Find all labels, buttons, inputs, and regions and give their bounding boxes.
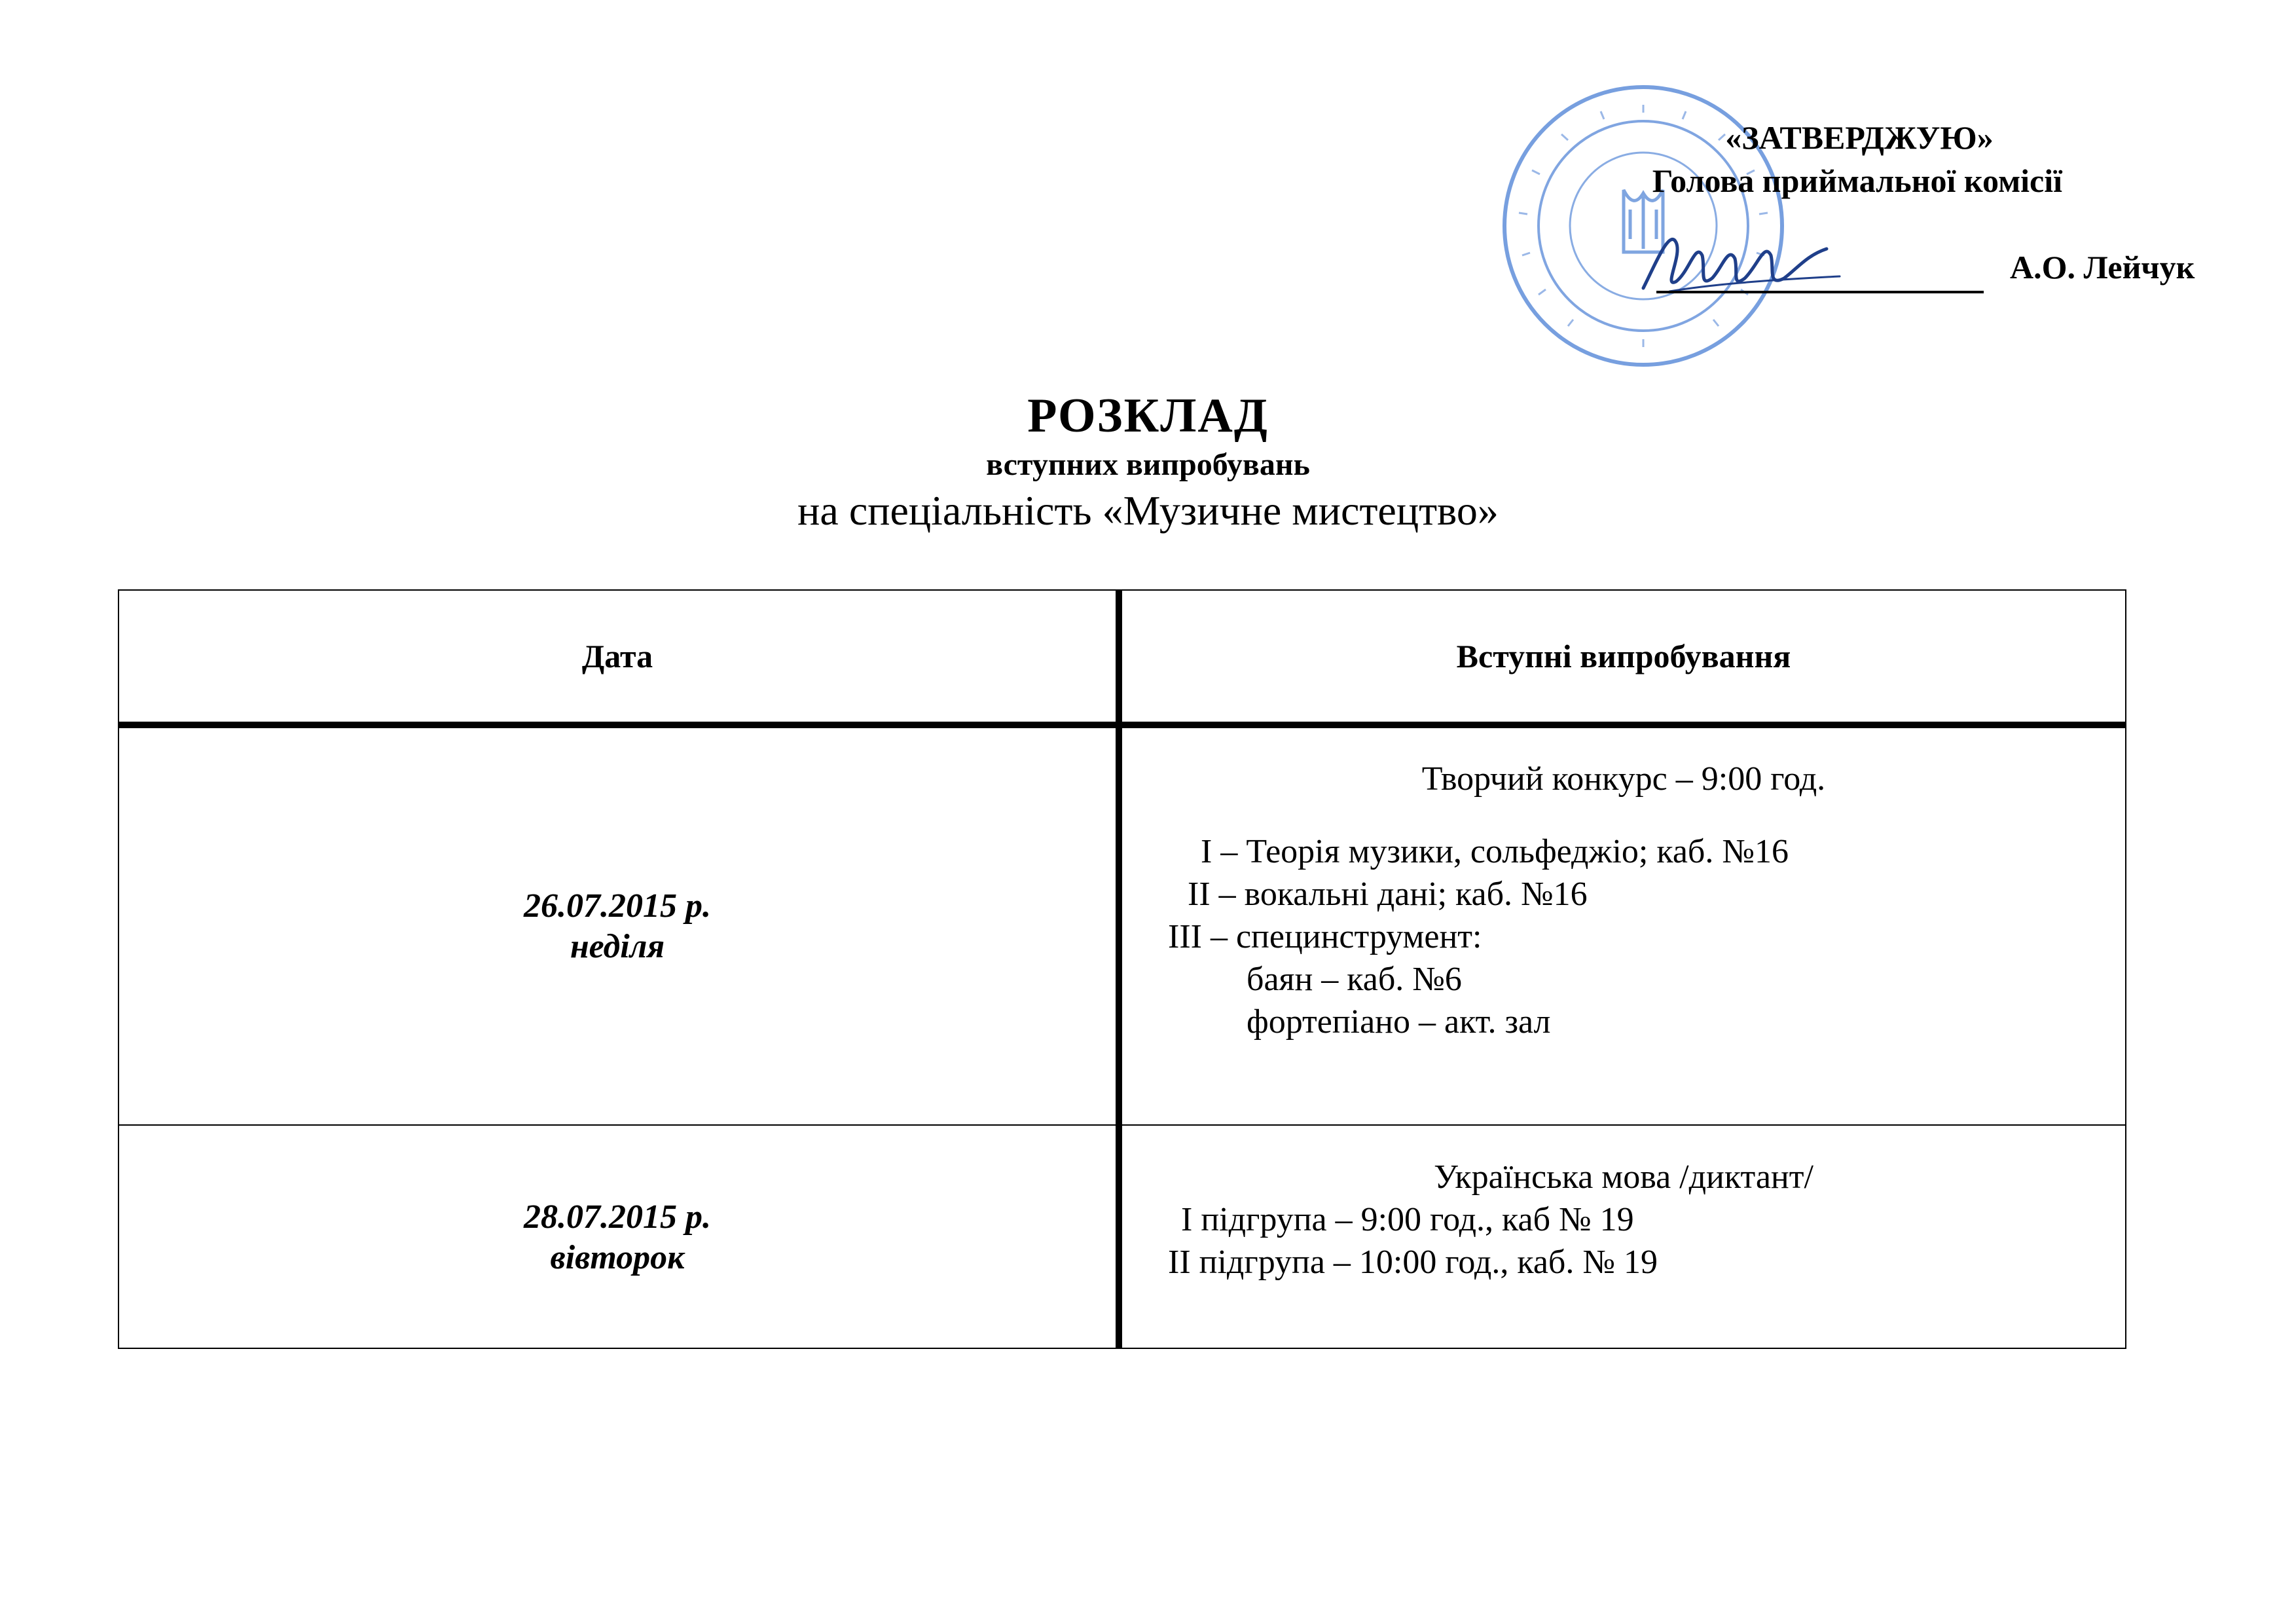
row-2-date: 28.07.2015 р. <box>524 1198 711 1236</box>
row-1-test-line: II – вокальні дані; каб. №16 <box>1188 876 1588 913</box>
row-1-test-line: Творчий конкурс – 9:00 год. <box>1421 760 1826 798</box>
row-1-day: неділя <box>570 927 665 965</box>
row-2-day: вівторок <box>550 1238 685 1276</box>
approval-role: Голова приймальної комісії <box>1652 162 2062 199</box>
row-2-test-line: Українська мова /диктант/ <box>1434 1158 1813 1196</box>
row-1-test-line: баян – каб. №6 <box>1247 961 1462 998</box>
column-header-tests: Вступні випробування <box>1456 638 1791 674</box>
schedule-table <box>118 589 2126 1349</box>
table-row-2-date-cell <box>119 1126 1116 1349</box>
document-specialty: на спеціальність «Музичне мистецтво» <box>797 487 1499 534</box>
row-2-test-line: I підгрупа – 9:00 год., каб № 19 <box>1181 1201 1634 1238</box>
row-1-test-line: I – Теорія музики, сольфеджіо; каб. №16 <box>1201 833 1789 870</box>
row-1-test-line: III – специнструмент: <box>1168 918 1482 955</box>
column-divider <box>1116 591 1122 1348</box>
signature-line <box>1656 291 1984 293</box>
approval-word: «ЗАТВЕРДЖУЮ» <box>1725 119 1994 156</box>
column-header-date: Дата <box>581 638 653 674</box>
table-row-2-tests-cell <box>1122 1126 2125 1349</box>
approver-name: А.О. Лейчук <box>2010 249 2195 286</box>
document-subtitle: вступних випробувань <box>986 447 1310 482</box>
row-1-test-line: фортепіано – акт. зал <box>1247 1003 1551 1041</box>
header-divider <box>119 722 2125 728</box>
row-1-date: 26.07.2015 р. <box>524 887 711 925</box>
document-title: РОЗКЛАД <box>1027 389 1269 443</box>
table-row-1-tests-cell <box>1122 728 2125 1124</box>
document-heading <box>0 386 2296 537</box>
table-row-1-date-cell <box>119 728 1116 1124</box>
approval-block <box>1552 118 2206 314</box>
row-2-test-line: II підгрупа – 10:00 год., каб. № 19 <box>1168 1244 1658 1281</box>
